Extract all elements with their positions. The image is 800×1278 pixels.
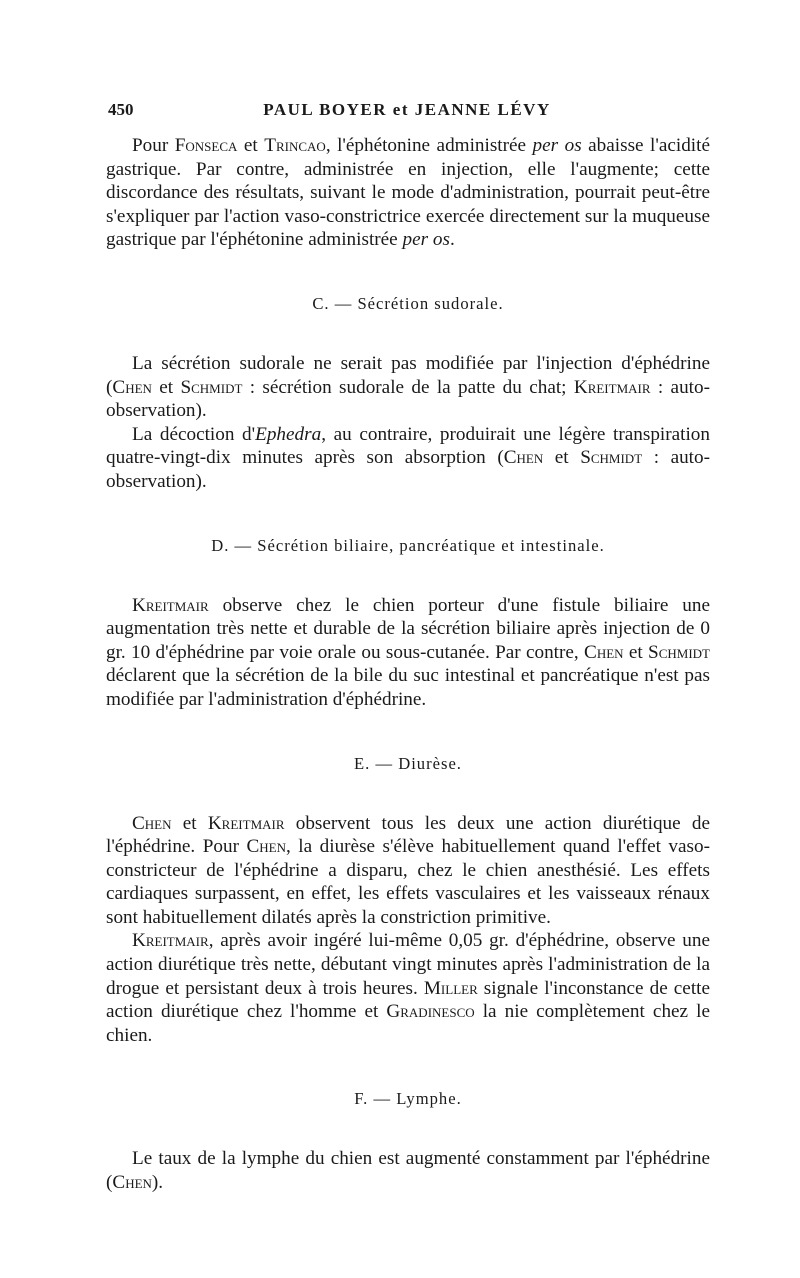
section-heading-c: C. — Sécrétion sudorale. xyxy=(312,293,504,313)
paragraph-c2: La décoction d'Ephedra, au contraire, produirait une légère transpiration quatre-vingt-dix minutes après son absorption (Chen et Schmidt : auto-observation). xyxy=(106,423,710,492)
paragraph-e2: Kreitmair, après avoir ingéré lui-même 0,05 gr. d'éphédrine, observe une action diurétique très nette, débutant vingt minutes après l'administration de la drogue et persistant deux à trois heures. Miller signale l'inconstance de cette action diurétique chez l'homme et Gradinesco la nie complètement chez le chien. xyxy=(106,930,710,1046)
paragraph-e1: Chen et Kreitmair observent tous les deux une action diurétique de l'éphédrine. Pour Chen, la diurèse s'élève habituellement quand l'effet vaso-constricteur de l'éphédrine a disparu, chez le chien anesthésié. Les effets cardiaques surpassent, en effet, les effets vasculaires et les vaisseaux rénaux sont habituellement dilatés après la constriction primitive. xyxy=(106,812,710,928)
paragraph-f1: Le taux de la lymphe du chien est augmenté constamment par l'éphédrine (Chen). xyxy=(106,1148,710,1194)
running-title: PAUL BOYER et JEANNE LÉVY xyxy=(263,100,551,119)
paragraph-c1: La sécrétion sudorale ne serait pas modifiée par l'injection d'éphédrine (Chen et Schmidt : sécrétion sudorale de la patte du chat; Kreitmair : auto-observation). xyxy=(106,352,710,422)
paragraph-intro: Pour Fonseca et Trincao, l'éphétonine administrée per os abaisse l'acidité gastrique. Par contre, administrée en injection, elle l'augmente; cette discordance des résultats, suivant le mode d'administration, pourrait peut-être s'expliquer par l'action vaso-constrictrice exercée directement sur la muqueuse gastrique par l'éphétonine administrée per os. xyxy=(106,135,710,251)
page-number: 450 xyxy=(108,100,134,119)
page-header xyxy=(108,100,706,124)
page-body xyxy=(106,134,710,1195)
section-heading-d: D. — Sécrétion biliaire, pancréatique et intestinale. xyxy=(211,535,605,555)
paragraph-d1: Kreitmair observe chez le chien porteur d'une fistule biliaire une augmentation très nette et durable de la sécrétion biliaire après injection de 0 gr. 10 d'éphédrine par voie orale ou sous-cutanée. Par contre, Chen et Schmidt déclarent que la sécrétion de la bile du suc intestinal et pancréatique n'est pas modifiée par l'administration d'éphédrine. xyxy=(106,594,710,710)
section-heading-e: E. — Diurèse. xyxy=(354,753,462,773)
section-heading-f: F. — Lymphe. xyxy=(354,1089,462,1109)
